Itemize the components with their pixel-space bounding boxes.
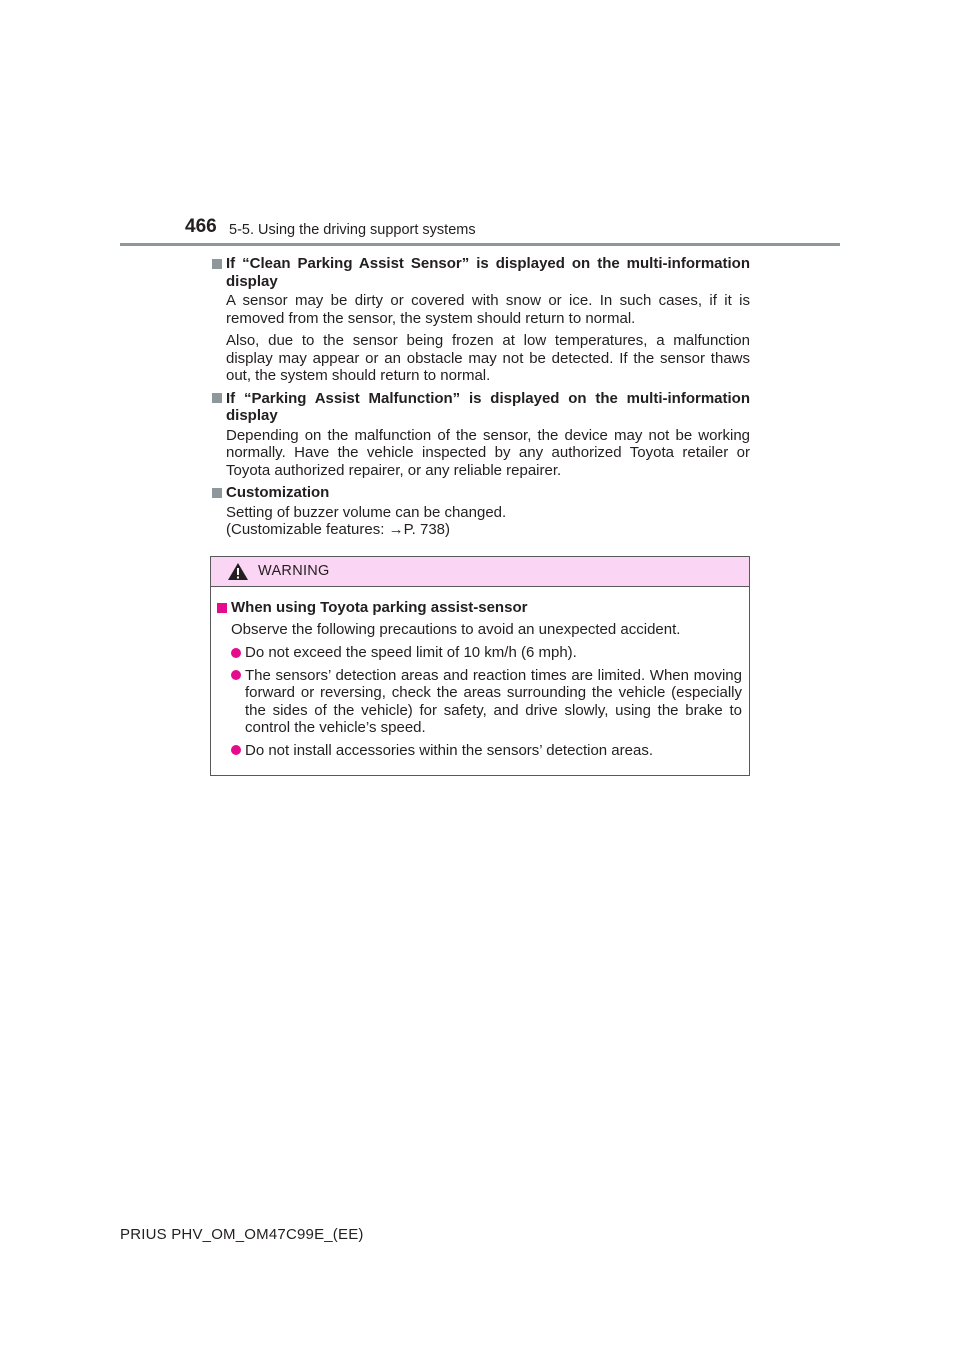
square-bullet-icon [212, 393, 222, 403]
item-clean-sensor [212, 255, 750, 385]
square-bullet-icon [212, 488, 222, 498]
warning-triangle-icon [227, 562, 249, 581]
warning-box [210, 556, 750, 776]
item-paragraph: Also, due to the sensor being frozen at low temperatures, a malfunction display may appear or an obstacle may not be detected. If the sensor thaws out, the system should return to normal. [226, 332, 750, 384]
warning-header [211, 557, 749, 587]
item-paragraph: Depending on the malfunction of the sensor, the device may not be working normally. Have the vehicle inspected by any authorized Toyota retailer or Toyota authorized repairer, or any reliable repairer. [226, 426, 750, 479]
footer-document-code: PRIUS PHV_OM_OM47C99E_(EE) [120, 1226, 364, 1243]
warning-bullet [231, 742, 742, 760]
warning-bullet [231, 644, 742, 662]
header-divider [120, 243, 840, 246]
square-bullet-icon [212, 259, 222, 269]
circle-bullet-icon [231, 648, 241, 658]
page-reference: (Customizable features: →P. 738) [226, 521, 450, 538]
item-heading: Customization [226, 484, 330, 501]
square-bullet-icon [217, 603, 227, 613]
warning-heading: When using Toyota parking assist-sensor [231, 599, 528, 616]
warning-intro: Observe the following precautions to avoid an unexpected accident. [231, 620, 681, 638]
circle-bullet-icon [231, 670, 241, 680]
warning-title: WARNING [258, 563, 330, 579]
item-customization [212, 484, 750, 539]
page-number: 466 [185, 216, 217, 237]
warning-bullet-text: Do not exceed the speed limit of 10 km/h (6 mph). [245, 644, 577, 661]
main-content [212, 255, 750, 544]
section-title: 5-5. Using the driving support systems [229, 222, 476, 238]
warning-bullet-text: Do not install accessories within the sensors’ detection areas. [245, 741, 653, 759]
warning-body [211, 587, 749, 759]
warning-bullet-text: The sensors’ detection areas and reaction times are limited. When moving forward or reversing, check the areas surrounding the vehicle (especially the sides of the vehicle) for safety, and drive slowly, using the brake to control the vehicle’s speed. [245, 666, 742, 736]
circle-bullet-icon [231, 745, 241, 755]
item-malfunction [212, 390, 750, 480]
item-heading: If “Parking Assist Malfunction” is displayed on the multi-information display [226, 389, 750, 424]
warning-bullet [231, 667, 742, 737]
item-heading: If “Clean Parking Assist Sensor” is displayed on the multi-information display [226, 255, 750, 290]
item-paragraph: A sensor may be dirty or covered with snow or ice. In such cases, if it is removed from the sensor, the system should return to normal. [226, 292, 750, 327]
item-paragraph: Setting of buzzer volume can be changed. [226, 503, 507, 521]
